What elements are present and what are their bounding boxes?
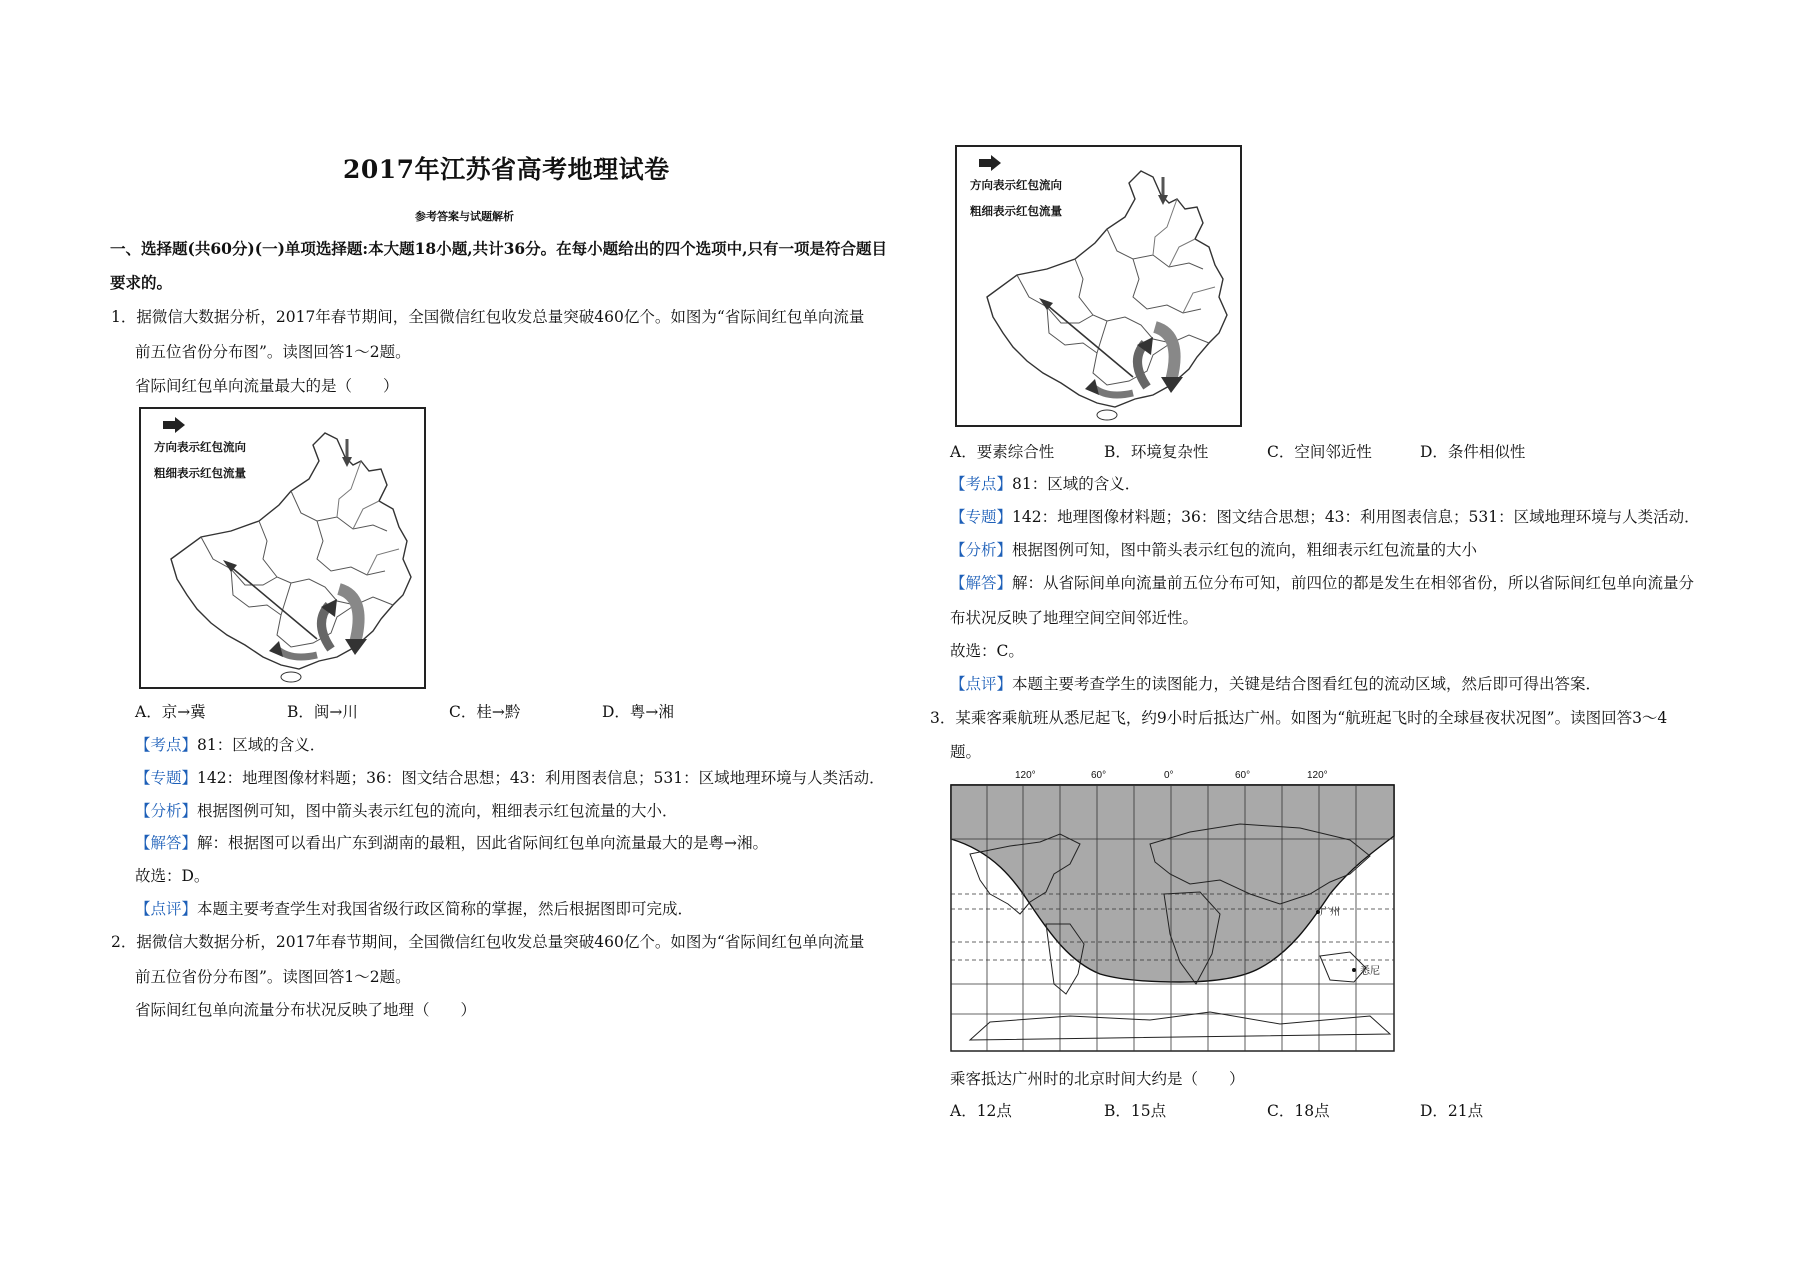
q2-jieda-line1 bbox=[950, 571, 1694, 593]
q1-option-b[interactable]: B．闽→川 bbox=[287, 703, 358, 721]
label-sydney: 悉尼 bbox=[1360, 966, 1380, 977]
jieda-text: 解：从省际间单向流量前五位分布可知，前四位的都是发生在相邻省份，所以省际间红包单向流量分 bbox=[1012, 574, 1695, 592]
q2-option-d[interactable]: D．条件相似性 bbox=[1420, 443, 1526, 461]
q2-kaodian bbox=[950, 472, 1140, 494]
q3-option-c[interactable]: C．18点 bbox=[1267, 1102, 1330, 1120]
legend-arrow-icon bbox=[979, 155, 1001, 171]
kaodian-text: 81：区域的含义． bbox=[197, 736, 326, 754]
fenxi-tag: 【分析】 bbox=[950, 541, 1013, 559]
q2-line2: 前五位省份分布图”。读图回答1～2题。 bbox=[135, 968, 411, 986]
q1-option-a[interactable]: A．京→冀 bbox=[135, 703, 206, 721]
q1-map-figure bbox=[139, 407, 426, 689]
q3-option-a[interactable]: A．12点 bbox=[950, 1102, 1012, 1120]
q1-option-d[interactable]: D．粤→湘 bbox=[602, 703, 674, 721]
q1-option-c[interactable]: C．桂→黔 bbox=[449, 703, 521, 721]
q2-zhuanti bbox=[950, 505, 1700, 527]
legend-direction: 方向表示红包流向 bbox=[970, 178, 1062, 192]
fenxi-text: 根据图例可知，图中箭头表示红包的流向，粗细表示红包流量的大小 bbox=[1012, 541, 1478, 559]
q1-zhuanti bbox=[135, 766, 885, 788]
dianping-text: 本题主要考查学生的读图能力，关键是结合图看红包的流动区域，然后即可得出答案． bbox=[1012, 675, 1602, 693]
lon-label: 60° bbox=[1235, 770, 1251, 781]
lon-label: 60° bbox=[1091, 770, 1107, 781]
zhuanti-text: 142：地理图像材料题；36：图文结合思想；43：利用图表信息；531：区域地理环境与人类活动． bbox=[1012, 508, 1700, 526]
q2-option-b[interactable]: B．环境复杂性 bbox=[1104, 443, 1209, 461]
kaodian-tag: 【考点】 bbox=[135, 736, 198, 754]
page-title: 2017年江苏省高考地理试卷 bbox=[343, 155, 670, 184]
q3-line1: 3．某乘客乘航班从悉尼起飞，约9小时后抵达广州。如图为“航班起飞时的全球昼夜状况图”。读图回答3～4 bbox=[930, 709, 1668, 727]
zhuanti-tag: 【专题】 bbox=[135, 769, 198, 787]
q1-dianping bbox=[135, 897, 693, 919]
q1-fenxi bbox=[135, 799, 678, 821]
legend-arrow-icon bbox=[163, 417, 185, 433]
city-dot-sydney bbox=[1352, 968, 1356, 972]
q1-jieda bbox=[135, 831, 768, 853]
zhuanti-tag: 【专题】 bbox=[950, 508, 1013, 526]
lon-label: 120° bbox=[1307, 770, 1328, 781]
q2-line1: 2．据微信大数据分析，2017年春节期间，全国微信红包收发总量突破460亿个。如图为“省际间红包单向流量 bbox=[111, 933, 865, 951]
q3-line2: 题。 bbox=[950, 743, 982, 761]
world-daynight-figure bbox=[950, 770, 1395, 1052]
q1-answer: 故选：D。 bbox=[135, 867, 210, 885]
section-heading-line2: 要求的。 bbox=[110, 273, 173, 292]
q2-option-a[interactable]: A．要素综合性 bbox=[950, 443, 1055, 461]
world-map bbox=[950, 784, 1395, 1052]
q2-dianping bbox=[950, 672, 1601, 694]
q1-stem: 省际间红包单向流量最大的是（ ） bbox=[135, 377, 399, 395]
page-subtitle: 参考答案与试题解析 bbox=[415, 210, 514, 223]
q2-fenxi bbox=[950, 538, 1477, 560]
q1-kaodian bbox=[135, 733, 325, 755]
q2-jieda-line2: 布状况反映了地理空间空间邻近性。 bbox=[950, 609, 1199, 627]
q2-answer: 故选：C。 bbox=[950, 642, 1024, 660]
legend-width: 粗细表示红包流量 bbox=[154, 466, 246, 480]
zhuanti-text: 142：地理图像材料题；36：图文结合思想；43：利用图表信息；531：区域地理环境与人类活动． bbox=[197, 769, 885, 787]
legend-width: 粗细表示红包流量 bbox=[970, 204, 1062, 218]
fenxi-tag: 【分析】 bbox=[135, 802, 198, 820]
q1-line1: 1．据微信大数据分析，2017年春节期间，全国微信红包收发总量突破460亿个。如图为“省际间红包单向流量 bbox=[111, 308, 865, 326]
q2-map-figure bbox=[955, 145, 1242, 427]
q1-line2: 前五位省份分布图”。读图回答1～2题。 bbox=[135, 343, 411, 361]
section-heading-line1: 一、选择题(共60分)(一)单项选择题:本大题18小题,共计36分。在每小题给出的四个选项中,只有一项是符合题目 bbox=[110, 239, 888, 258]
dianping-text: 本题主要考查学生对我国省级行政区简称的掌握，然后根据图即可完成． bbox=[197, 900, 694, 918]
jieda-tag: 【解答】 bbox=[135, 834, 198, 852]
lon-label: 0° bbox=[1164, 770, 1174, 781]
kaodian-text: 81：区域的含义． bbox=[1012, 475, 1141, 493]
jieda-tag: 【解答】 bbox=[950, 574, 1013, 592]
q2-option-c[interactable]: C．空间邻近性 bbox=[1267, 443, 1372, 461]
jieda-text: 解：根据图可以看出广东到湖南的最粗，因此省际间红包单向流量最大的是粤→湘。 bbox=[197, 834, 769, 852]
label-guangzhou: 广州 bbox=[1320, 907, 1340, 918]
dianping-tag: 【点评】 bbox=[135, 900, 198, 918]
q3-stem: 乘客抵达广州时的北京时间大约是（ ） bbox=[950, 1070, 1245, 1088]
q3-option-b[interactable]: B．15点 bbox=[1104, 1102, 1167, 1120]
lon-label: 120° bbox=[1015, 770, 1036, 781]
q3-option-d[interactable]: D．21点 bbox=[1420, 1102, 1484, 1120]
fenxi-text: 根据图例可知，图中箭头表示红包的流向，粗细表示红包流量的大小． bbox=[197, 802, 678, 820]
q2-stem: 省际间红包单向流量分布状况反映了地理（ ） bbox=[135, 1001, 477, 1019]
legend-direction: 方向表示红包流向 bbox=[154, 440, 246, 454]
dianping-tag: 【点评】 bbox=[950, 675, 1013, 693]
kaodian-tag: 【考点】 bbox=[950, 475, 1013, 493]
